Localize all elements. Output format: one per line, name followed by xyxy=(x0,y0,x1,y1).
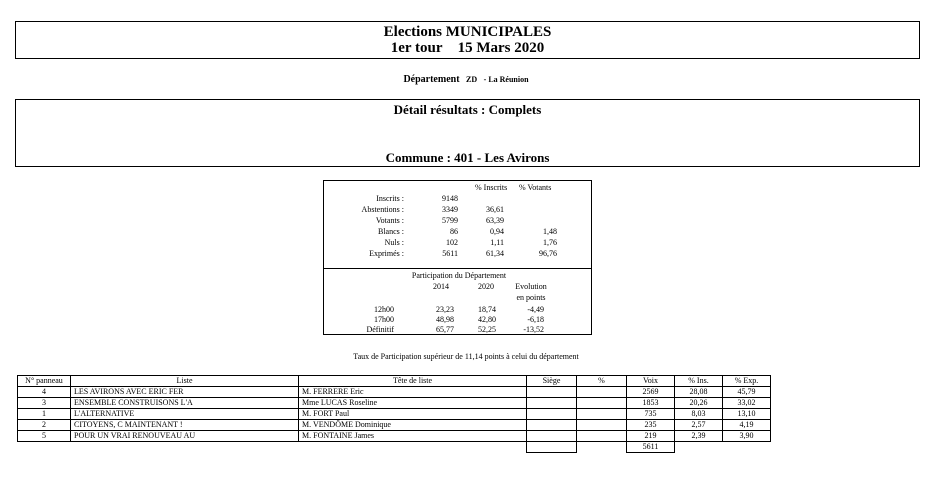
stats-box xyxy=(323,180,592,335)
stat-pct-votants: 96,76 xyxy=(539,249,557,258)
table-total-row xyxy=(18,442,771,453)
cell-pct-exp: 13,10 xyxy=(723,409,771,420)
col-2014: 2014 xyxy=(433,282,449,291)
table-row xyxy=(18,409,771,420)
department-name: - La Réunion xyxy=(483,75,529,84)
header-pct-exp: % Exp. xyxy=(723,376,771,387)
cell-tete: Mme LUCAS Roseline xyxy=(299,398,527,409)
cell-voix: 2569 xyxy=(627,387,675,398)
cell-pct xyxy=(577,409,627,420)
cell-voix: 1853 xyxy=(627,398,675,409)
table-row xyxy=(18,387,771,398)
cell-panneau: 3 xyxy=(18,398,71,409)
participation-title: Participation du Département xyxy=(411,271,507,280)
stat-pct-inscrits: 0,94 xyxy=(490,227,504,236)
cell-tete: M. VENDÔME Dominique xyxy=(299,420,527,431)
cell-siege xyxy=(527,409,577,420)
stat-label: Abstentions : xyxy=(361,205,404,214)
table-row xyxy=(18,431,771,442)
participation-2014: 23,23 xyxy=(436,305,454,314)
department-code: ZD xyxy=(466,75,478,84)
header-pct: % xyxy=(577,376,627,387)
cell-siege xyxy=(527,387,577,398)
blank-cell xyxy=(299,442,527,453)
col-evolution: Evolution xyxy=(515,282,547,291)
cell-pct-ins: 8,03 xyxy=(675,409,723,420)
election-round-date xyxy=(16,40,919,56)
blank-cell xyxy=(18,442,71,453)
cell-pct xyxy=(577,420,627,431)
cell-panneau: 5 xyxy=(18,431,71,442)
cell-tete: M. FONTAINE James xyxy=(299,431,527,442)
detail-title: Détail résultats : Complets xyxy=(393,102,542,117)
stat-value: 3349 xyxy=(442,205,458,214)
department-line xyxy=(0,74,932,85)
cell-pct-ins: 20,26 xyxy=(675,398,723,409)
cell-pct xyxy=(577,398,627,409)
participation-2014: 48,98 xyxy=(436,315,454,324)
stat-pct-inscrits: 36,61 xyxy=(486,205,504,214)
participation-2020: 52,25 xyxy=(478,325,496,334)
blank-cell xyxy=(723,442,771,453)
stat-pct-inscrits: 63,39 xyxy=(486,216,504,225)
stat-value: 86 xyxy=(450,227,458,236)
header-pct-ins: % Ins. xyxy=(675,376,723,387)
table-header-row xyxy=(18,376,771,387)
participation-label: 12h00 xyxy=(374,305,394,314)
blank-cell xyxy=(675,442,723,453)
participation-label: Définitif xyxy=(366,325,394,334)
stat-label: Nuls : xyxy=(384,238,404,247)
stat-label: Inscrits : xyxy=(376,194,404,203)
header-tete: Tête de liste xyxy=(299,376,527,387)
cell-tete: M. FERRERE Eric xyxy=(299,387,527,398)
col-pct-inscrits: % Inscrits xyxy=(475,183,508,192)
cell-liste: POUR UN VRAI RENOUVEAU AU xyxy=(71,431,299,442)
cell-panneau: 4 xyxy=(18,387,71,398)
header-siege: Siège xyxy=(527,376,577,387)
election-round: 1er tour xyxy=(390,40,443,56)
header-panneau: N° panneau xyxy=(18,376,71,387)
cell-panneau: 2 xyxy=(18,420,71,431)
cell-pct-ins: 28,08 xyxy=(675,387,723,398)
cell-siege xyxy=(527,398,577,409)
stat-label: Votants : xyxy=(375,216,404,225)
cell-liste: CITOYENS, C MAINTENANT ! xyxy=(71,420,299,431)
cell-pct-ins: 2,57 xyxy=(675,420,723,431)
stats-divider xyxy=(324,268,591,269)
commune-title: Commune : 401 - Les Avirons xyxy=(385,150,550,165)
total-voix: 5611 xyxy=(627,442,675,453)
header-voix: Voix xyxy=(627,376,675,387)
stat-value: 102 xyxy=(446,238,458,247)
taux-note: Taux de Participation supérieur de 11,14 points à celui du département xyxy=(353,352,579,361)
cell-voix: 235 xyxy=(627,420,675,431)
cell-tete: M. FORT Paul xyxy=(299,409,527,420)
total-siege xyxy=(527,442,577,453)
stat-pct-inscrits: 61,34 xyxy=(486,249,504,258)
cell-liste: ENSEMBLE CONSTRUISONS L'A xyxy=(71,398,299,409)
stat-value: 9148 xyxy=(442,194,458,203)
col-evolution-sub: en points xyxy=(516,293,546,302)
participation-2020: 18,74 xyxy=(478,305,496,314)
cell-pct xyxy=(577,387,627,398)
stat-pct-inscrits: 1,11 xyxy=(490,238,504,247)
blank-cell xyxy=(71,442,299,453)
election-title: Elections MUNICIPALES xyxy=(383,24,552,40)
department-label: Département xyxy=(403,74,460,85)
cell-voix: 219 xyxy=(627,431,675,442)
cell-pct-exp: 4,19 xyxy=(723,420,771,431)
cell-pct-exp: 3,90 xyxy=(723,431,771,442)
participation-label: 17h00 xyxy=(374,315,394,324)
blank-cell xyxy=(577,442,627,453)
header-liste: Liste xyxy=(71,376,299,387)
stat-label: Exprimés : xyxy=(369,249,404,258)
participation-evolution: -13,52 xyxy=(523,325,544,334)
col-pct-votants: % Votants xyxy=(519,183,552,192)
table-row xyxy=(18,398,771,409)
title-box xyxy=(15,21,920,59)
participation-evolution: -4,49 xyxy=(527,305,544,314)
stat-label: Blancs : xyxy=(378,227,404,236)
cell-panneau: 1 xyxy=(18,409,71,420)
stat-value: 5799 xyxy=(442,216,458,225)
results-table xyxy=(17,375,771,453)
cell-pct-exp: 33,02 xyxy=(723,398,771,409)
stat-pct-votants: 1,76 xyxy=(543,238,557,247)
cell-voix: 735 xyxy=(627,409,675,420)
stat-value: 5611 xyxy=(442,249,458,258)
col-2020: 2020 xyxy=(478,282,494,291)
cell-liste: L'ALTERNATIVE xyxy=(71,409,299,420)
cell-pct-exp: 45,79 xyxy=(723,387,771,398)
participation-2014: 65,77 xyxy=(436,325,454,334)
stat-pct-votants: 1,48 xyxy=(543,227,557,236)
detail-box xyxy=(15,99,920,167)
table-row xyxy=(18,420,771,431)
cell-siege xyxy=(527,431,577,442)
cell-siege xyxy=(527,420,577,431)
participation-2020: 42,80 xyxy=(478,315,496,324)
participation-evolution: -6,18 xyxy=(527,315,544,324)
cell-pct-ins: 2,39 xyxy=(675,431,723,442)
cell-liste: LES AVIRONS AVEC ERIC FER xyxy=(71,387,299,398)
election-date: 15 Mars 2020 xyxy=(457,40,545,56)
cell-pct xyxy=(577,431,627,442)
